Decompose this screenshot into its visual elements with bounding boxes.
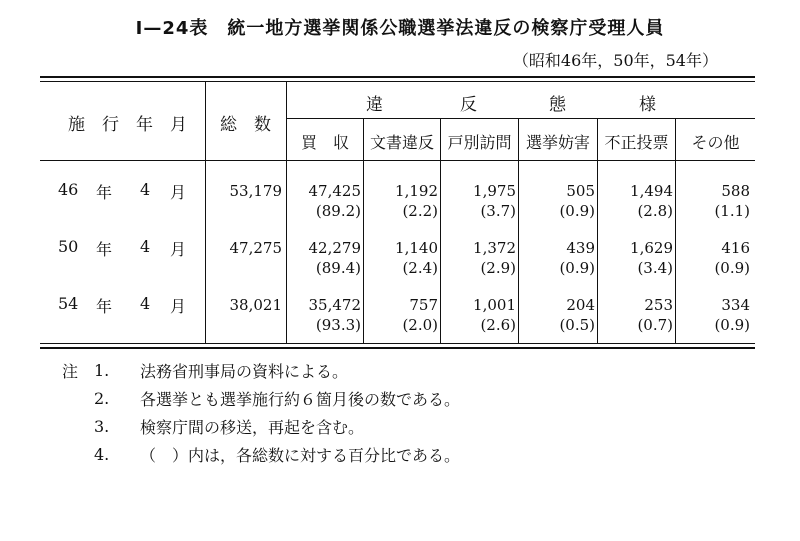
note-text: 法務省刑事局の資料による。	[140, 361, 349, 381]
header-bottom-rule	[40, 160, 755, 161]
table-subtitle: （昭和46年，50年，54年）	[512, 51, 718, 70]
row-46-bribery-pct: (89.2)	[315, 202, 361, 220]
note-text: （ ）内は，各総数に対する百分比である。	[140, 445, 461, 465]
header-period: 施 行 年 月	[68, 115, 187, 135]
row-54-fraud-vote-pct: (0.7)	[637, 316, 673, 334]
row-50-year: 50	[58, 237, 79, 256]
row-50-total: 47,275	[229, 239, 282, 257]
row-50-month-unit: 月	[170, 240, 187, 259]
notes-block	[62, 356, 460, 468]
row-46-obstruction: 505	[566, 182, 595, 200]
row-54-year-unit: 年	[96, 297, 113, 316]
row-54-fraud-vote: 253	[644, 296, 673, 314]
row-50-other-pct: (0.9)	[714, 259, 750, 277]
table-title: Ⅰ—24表 統一地方選挙関係公職選挙法違反の検察庁受理人員	[135, 18, 665, 39]
row-50-document: 1,140	[395, 239, 438, 257]
row-46-month-unit: 月	[170, 183, 187, 202]
row-50-obstruction-pct: (0.9)	[559, 259, 595, 277]
row-54-total: 38,021	[229, 296, 282, 314]
note-number: 3.	[94, 416, 110, 436]
row-46-bribery: 47,425	[308, 182, 361, 200]
header-col-document: 文書違反	[369, 133, 434, 152]
row-50-month: 4	[140, 237, 151, 256]
row-50-doorvisit: 1,372	[473, 239, 516, 257]
note-number: 2.	[94, 388, 110, 408]
row-50-fraud-vote-pct: (3.4)	[637, 259, 673, 277]
header-col-obstruction: 選挙妨害	[525, 133, 590, 152]
row-54-document-pct: (2.0)	[402, 316, 438, 334]
row-46-month: 4	[140, 180, 151, 199]
row-54-obstruction: 204	[566, 296, 595, 314]
group-header-rule	[286, 118, 755, 119]
row-46-other: 588	[721, 182, 750, 200]
notes-prefix: 注	[62, 361, 79, 381]
header-col-other: その他	[691, 133, 740, 152]
row-50-other: 416	[721, 239, 750, 257]
header-col-doorvisit: 戸別訪問	[447, 133, 512, 152]
note-item	[62, 356, 460, 384]
row-54-bribery: 35,472	[308, 296, 361, 314]
row-50-year-unit: 年	[96, 240, 113, 259]
row-50-bribery: 42,279	[308, 239, 361, 257]
note-item	[62, 384, 460, 412]
note-item	[62, 440, 460, 468]
row-50-obstruction: 439	[566, 239, 595, 257]
row-46-fraud-vote-pct: (2.8)	[637, 202, 673, 220]
row-46-obstruction-pct: (0.9)	[559, 202, 595, 220]
row-50-fraud-vote: 1,629	[630, 239, 673, 257]
row-54-month-unit: 月	[170, 297, 187, 316]
row-54-other-pct: (0.9)	[714, 316, 750, 334]
note-item	[62, 412, 460, 440]
note-number: 4.	[94, 444, 110, 464]
header-group-char-2: 反	[460, 95, 477, 115]
note-text: 検察庁間の移送，再起を含む。	[140, 417, 365, 437]
top-double-rule-1	[40, 76, 755, 78]
row-54-doorvisit: 1,001	[473, 296, 516, 314]
row-46-year: 46	[58, 180, 79, 199]
row-46-document-pct: (2.2)	[402, 202, 438, 220]
row-46-fraud-vote: 1,494	[630, 182, 673, 200]
header-group-char-3: 態	[549, 95, 566, 115]
row-50-bribery-pct: (89.4)	[315, 259, 361, 277]
header-group-char-4: 様	[639, 95, 656, 115]
row-54-obstruction-pct: (0.5)	[559, 316, 595, 334]
row-54-month: 4	[140, 294, 151, 313]
row-46-year-unit: 年	[96, 183, 113, 202]
row-54-document: 757	[409, 296, 438, 314]
header-col-bribery: 買 収	[300, 133, 349, 152]
row-46-total: 53,179	[229, 182, 282, 200]
row-50-document-pct: (2.4)	[402, 259, 438, 277]
header-col-fraud-vote: 不正投票	[604, 133, 669, 152]
bottom-double-rule-1	[40, 343, 755, 344]
row-46-doorvisit: 1,975	[473, 182, 516, 200]
note-text: 各選挙とも選挙施行約６箇月後の数である。	[140, 389, 461, 409]
row-54-other: 334	[721, 296, 750, 314]
row-46-doorvisit-pct: (3.7)	[480, 202, 516, 220]
row-46-other-pct: (1.1)	[714, 202, 750, 220]
header-total: 総 数	[220, 115, 271, 135]
header-group-char-1: 違	[366, 95, 383, 115]
row-54-year: 54	[58, 294, 79, 313]
row-54-bribery-pct: (93.3)	[315, 316, 361, 334]
row-46-document: 1,192	[395, 182, 438, 200]
row-54-doorvisit-pct: (2.6)	[480, 316, 516, 334]
bottom-double-rule-2	[40, 347, 755, 349]
row-50-doorvisit-pct: (2.9)	[480, 259, 516, 277]
top-double-rule-2	[40, 81, 755, 82]
note-number: 1.	[94, 360, 110, 380]
